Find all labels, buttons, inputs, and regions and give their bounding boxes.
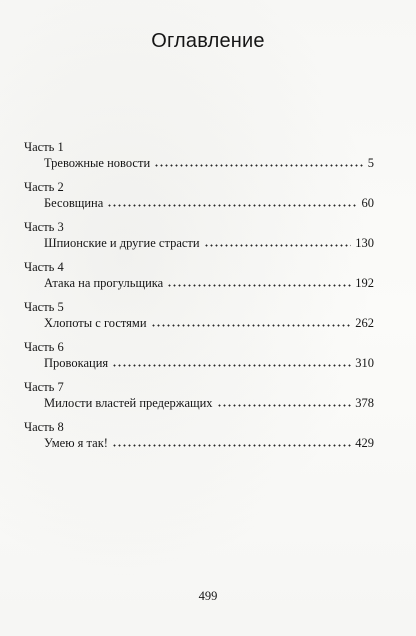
- dot-leader: [112, 364, 351, 367]
- dot-leader: [107, 204, 357, 207]
- page-title: Оглавление: [151, 30, 265, 52]
- toc-page-number: 130: [355, 236, 374, 250]
- toc-page-number: 192: [355, 276, 374, 290]
- toc-part-label: Часть 6: [24, 340, 64, 354]
- toc-line: [44, 436, 374, 450]
- toc-line: [44, 316, 374, 330]
- toc-part-label: Часть 1: [24, 140, 64, 154]
- toc-chapter-title: Провокация: [44, 356, 109, 370]
- toc-page-number: 429: [355, 436, 374, 450]
- toc-entry: [24, 220, 374, 260]
- toc-part-label: Часть 7: [24, 380, 64, 394]
- dot-leader: [204, 244, 352, 247]
- toc-page-number: 60: [361, 196, 374, 210]
- toc-chapter-title: Тревожные новости: [44, 156, 151, 170]
- toc-part-label: Часть 5: [24, 300, 64, 314]
- toc-page-number: 378: [355, 396, 374, 410]
- toc-part-label: Часть 2: [24, 180, 64, 194]
- toc-part-label: Часть 4: [24, 260, 64, 274]
- toc-page-number: 5: [367, 156, 374, 170]
- toc-entry: [24, 300, 374, 340]
- toc-part-label: Часть 3: [24, 220, 64, 234]
- table-of-contents: [24, 140, 374, 460]
- dot-leader: [217, 404, 352, 407]
- toc-line: [44, 236, 374, 250]
- toc-chapter-title: Хлопоты с гостями: [44, 316, 147, 330]
- toc-chapter-title: Шпионские и другие страсти: [44, 236, 200, 250]
- toc-line: [44, 356, 374, 370]
- dot-leader: [151, 324, 352, 327]
- toc-line: [44, 156, 374, 170]
- toc-chapter-title: Умею я так!: [44, 436, 108, 450]
- toc-entry: [24, 340, 374, 380]
- page-number: 499: [198, 589, 218, 603]
- toc-line: [44, 276, 374, 290]
- toc-chapter-title: Атака на прогульщика: [44, 276, 164, 290]
- toc-line: [44, 396, 374, 410]
- toc-page-number: 262: [355, 316, 374, 330]
- toc-chapter-title: Бесовщина: [44, 196, 104, 210]
- toc-entry: [24, 260, 374, 300]
- toc-line: [44, 196, 374, 210]
- toc-chapter-title: Милости властей предержащих: [44, 396, 213, 410]
- toc-page-number: 310: [355, 356, 374, 370]
- toc-entry: [24, 180, 374, 220]
- dot-leader: [112, 444, 351, 447]
- dot-leader: [154, 164, 364, 167]
- toc-entry: [24, 420, 374, 460]
- toc-entry: [24, 140, 374, 180]
- dot-leader: [167, 284, 351, 287]
- toc-part-label: Часть 8: [24, 420, 64, 434]
- toc-entry: [24, 380, 374, 420]
